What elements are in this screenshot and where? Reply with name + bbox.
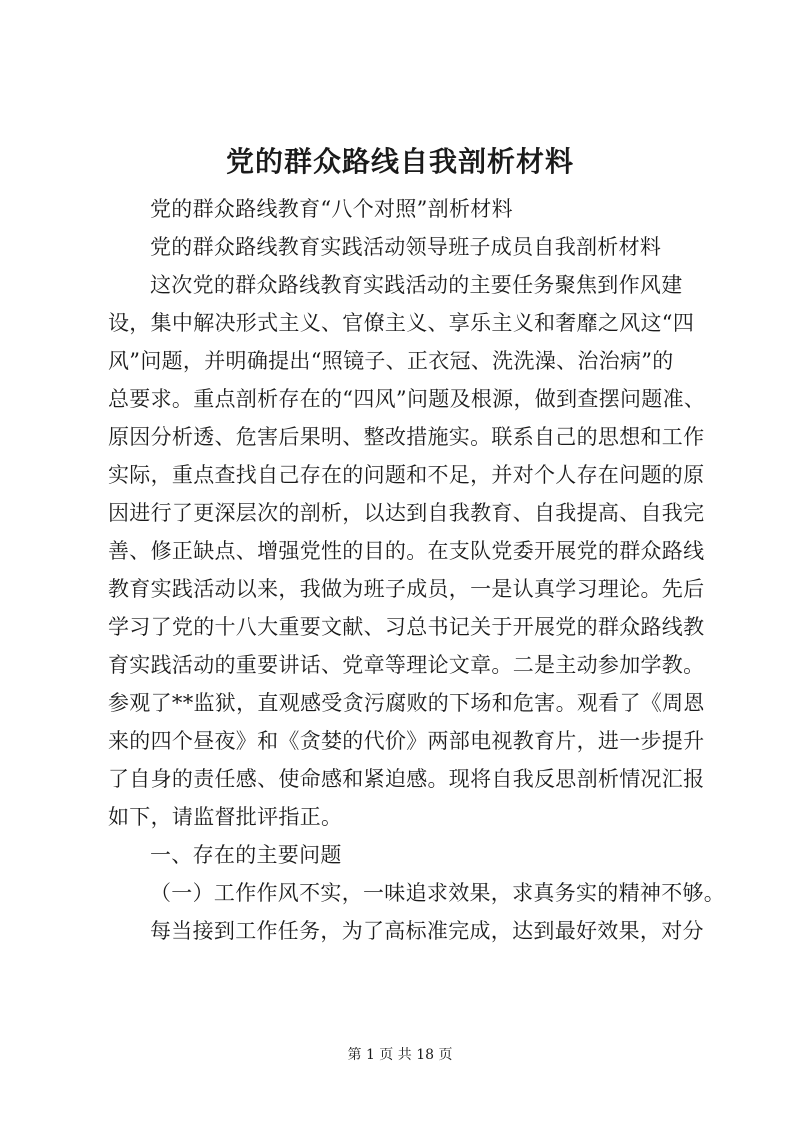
paragraph-line: 育实践活动的重要讲话、党章等理论文章。二是主动参加学教。 bbox=[108, 653, 705, 677]
subtitle-line-2: 党的群众路线教育实践活动领导班子成员自我剖析材料 bbox=[150, 235, 662, 259]
paragraph-line: 总要求。重点剖析存在的“四风”问题及根源，做到查摆问题准、 bbox=[108, 387, 706, 411]
paragraph-line: 了自身的责任感、使命感和紧迫感。现将自我反思剖析情况汇报 bbox=[108, 767, 705, 791]
document-title: 党的群众路线自我剖析材料 bbox=[225, 145, 574, 178]
section-heading: 一、存在的主要问题 bbox=[150, 843, 342, 867]
paragraph-line: 原因分析透、危害后果明、整改措施实。联系自己的思想和工作 bbox=[108, 425, 705, 449]
paragraph-line: 因进行了更深层次的剖析，以达到自我教育、自我提高、自我完 bbox=[108, 501, 705, 525]
paragraph-line: 善、修正缺点、增强党性的目的。在支队党委开展党的群众路线 bbox=[108, 539, 705, 563]
paragraph-line: 风”问题，并明确提出“照镜子、正衣冠、洗洗澡、治治病”的 bbox=[108, 349, 674, 373]
subtitle-line-1: 党的群众路线教育“八个对照”剖析材料 bbox=[150, 197, 513, 221]
paragraph-line: 教育实践活动以来，我做为班子成员，一是认真学习理论。先后 bbox=[108, 577, 705, 601]
page-footer: 第 1 页 共 18 页 bbox=[347, 1047, 453, 1063]
paragraph-line: 设，集中解决形式主义、官僚主义、享乐主义和奢靡之风这“四 bbox=[108, 311, 695, 335]
paragraph-line: 这次党的群众路线教育实践活动的主要任务聚焦到作风建 bbox=[150, 273, 683, 297]
subsection-heading: （一）工作作风不实，一味追求效果，求真务实的精神不够。 bbox=[150, 881, 726, 905]
paragraph-line: 学习了党的十八大重要文献、习总书记关于开展党的群众路线教 bbox=[108, 615, 705, 639]
paragraph-line: 实际，重点查找自己存在的问题和不足，并对个人存在问题的原 bbox=[108, 463, 705, 487]
paragraph-line: 参观了**监狱，直观感受贪污腐败的下场和危害。观看了《周恩 bbox=[108, 691, 705, 715]
paragraph-line: 如下，请监督批评指正。 bbox=[108, 805, 343, 829]
paragraph-line: 来的四个昼夜》和《贪婪的代价》两部电视教育片，进一步提升 bbox=[108, 729, 705, 753]
paragraph-line: 每当接到工作任务，为了高标准完成，达到最好效果，对分 bbox=[150, 919, 704, 943]
